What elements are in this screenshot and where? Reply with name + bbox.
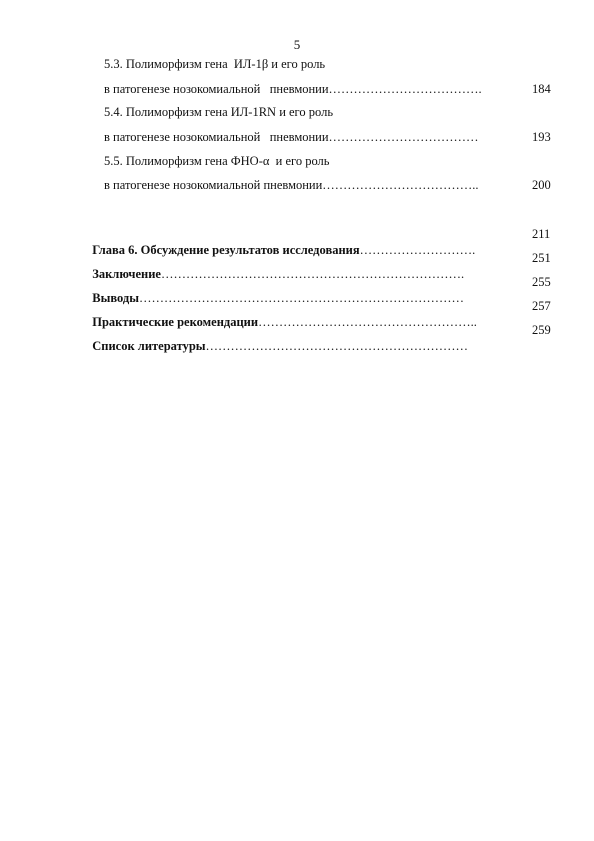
page-number: 5 <box>293 37 301 52</box>
toc-subsection-5-4-page: 193 <box>532 130 551 144</box>
toc-leader-dots: …………………………………………….. <box>258 315 477 329</box>
toc-references-title: Список литературы <box>92 339 206 353</box>
toc-chapter-6-page: 211 <box>532 227 551 241</box>
toc-leader-dots: ………………………. <box>359 243 476 257</box>
toc-findings-page: 255 <box>532 275 551 289</box>
toc-references-page: 259 <box>532 323 551 337</box>
toc-conclusion-page: 251 <box>532 251 551 265</box>
toc-subsection-5-4-title[interactable]: 5.4. Полиморфизм гена ИЛ-1RN и его роль <box>104 105 334 119</box>
toc-subsection-5-3-continuation[interactable]: в патогенезе нозокомиальной пневмонии………………………………. <box>104 82 482 96</box>
toc-references[interactable] <box>86 322 468 354</box>
toc-subsection-5-3-title[interactable]: 5.3. Полиморфизм гена ИЛ-1β и его роль <box>104 57 326 71</box>
toc-conclusion-title: Заключение <box>92 267 161 281</box>
toc-findings-title: Выводы <box>92 291 139 305</box>
toc-subsection-5-5-continuation[interactable]: в патогенезе нозокомиальной пневмонии……………………………….. <box>104 178 479 192</box>
toc-subsection-5-4-continuation[interactable]: в патогенезе нозокомиальной пневмонии……………………………… <box>104 130 479 144</box>
toc-subsection-5-5-title[interactable]: 5.5. Полиморфизм гена ФНО-α и его роль <box>104 154 330 168</box>
toc-chapter-6-title: Глава 6. Обсуждение результатов исследования <box>92 243 360 257</box>
toc-subsection-5-5-page: 200 <box>532 178 551 192</box>
toc-recommendations-page: 257 <box>532 299 551 313</box>
toc-recommendations-title: Практические рекомендации <box>92 315 259 329</box>
toc-leader-dots: …………………………………………………………………… <box>139 291 464 305</box>
toc-leader-dots: ………………………………………………………………. <box>160 267 465 281</box>
toc-subsection-5-3-page: 184 <box>532 82 551 96</box>
toc-leader-dots: ……………………………………………………… <box>205 339 469 353</box>
